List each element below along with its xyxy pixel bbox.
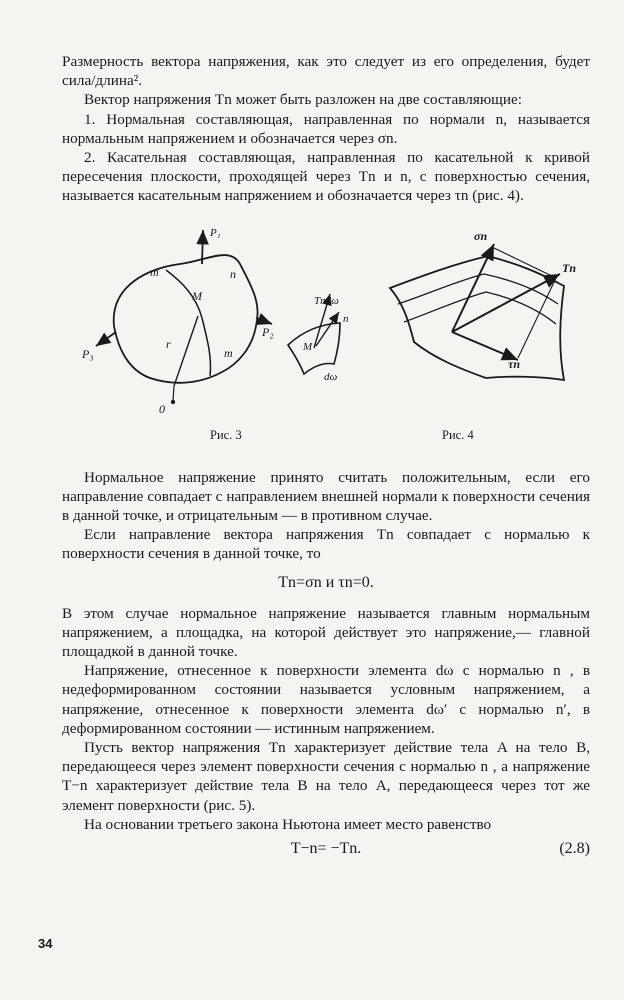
paragraph-9: Пусть вектор напряжения Tn характеризует действие тела A на тело B, передающееся через элемент поверхности сечения с нормалью n , а напряжение T−n характеризует действие тела B на тело A, передающееся через тот же элемент поверхности (рис. 5). (62, 739, 590, 814)
paragraph-4: 2. Касательная составляющая, направленная по касательной к кривой пересечения плоскости, проходящей через Tn и n, с поверхностью сечения, называется касательным напряжением и обозначается через τn (рис. 4). (62, 149, 590, 205)
paragraph-1: Размерность вектора напряжения, как это следует из его определения, будет сила/длина². (62, 53, 590, 90)
origin-point (171, 399, 175, 403)
figure-3-caption: Рис. 3 (210, 427, 242, 442)
label-O: 0 (159, 401, 165, 416)
label-M-small: M (303, 340, 313, 353)
page-number: 34 (38, 936, 53, 951)
paragraph-7: В этом случае нормальное напряжение называется главным нормальным напряжением, а площадка, на которой действует это напряжение,— главной площадкой в данной точке. (62, 604, 590, 661)
label-tau-n: τn (508, 356, 520, 371)
label-domega: dω (324, 370, 338, 383)
figure-3-body (96, 230, 272, 400)
label-Tn-domega: Tndω (314, 294, 339, 307)
label-n-small: n (343, 312, 349, 325)
paragraph-5: Нормальное напряжение принято считать положительным, если его направление совпадает с направлением внешней нормали к поверхности сечения в данной точке, и отрицательным — в противном случае. (62, 468, 590, 525)
equation-2-row (62, 840, 590, 864)
figure-4-surface (390, 244, 564, 380)
label-P1: P₁ (210, 226, 221, 239)
paragraph-2: Вектор напряжения Tn может быть разложен на две составляющие: (84, 91, 522, 109)
label-sigma-n: σn (474, 228, 488, 243)
equation-2: T−n= −Tn. (290, 840, 362, 858)
label-P3: P₃ (82, 346, 94, 361)
label-r: r (166, 336, 171, 351)
paragraph-6: Если направление вектора напряжения Tn совпадает с нормалью к поверхности сечения в данной точке, то (62, 526, 590, 563)
paragraph-3: 1. Нормальная составляющая, направленная по нормали n, называется нормальным напряжением и обозначается через σn. (62, 110, 590, 147)
figure-4-caption: Рис. 4 (442, 427, 474, 442)
label-M: M (192, 288, 202, 303)
label-n: n (230, 266, 236, 281)
equation-1: Tn=σn и τn=0. (278, 573, 374, 591)
label-m-bottom: m (224, 345, 233, 360)
figures-drawing (62, 208, 590, 464)
page-body (62, 52, 590, 864)
label-P2: P₂ (262, 324, 274, 339)
figures-row (62, 208, 590, 464)
equation-2-number: (2.8) (559, 840, 590, 858)
paragraph-8: Напряжение, отнесенное к поверхности элемента dω с нормалью n , в недеформированном состоянии называется условным напряжением, а напряжение, отнесенное к поверхности элемента dω′ с нормалью n′, в деформированном состоянии — истинным напряжением. (62, 662, 590, 737)
label-m-top: m (150, 264, 159, 279)
paragraph-10: На основании третьего закона Ньютона имеет место равенство (84, 815, 492, 833)
label-Tn: Tn (562, 260, 577, 275)
